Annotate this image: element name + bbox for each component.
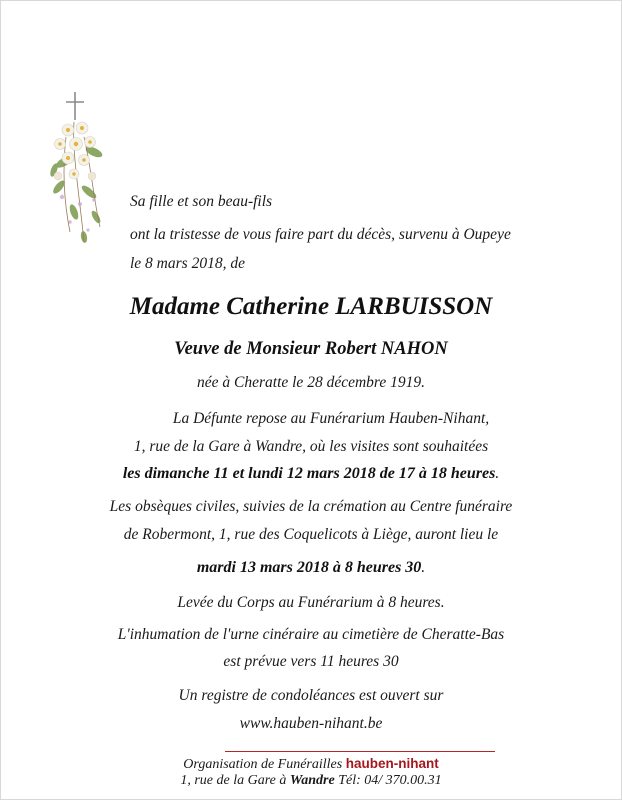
footer-org	[0, 756, 622, 773]
intro-line-3: le 8 mars 2018, de	[130, 255, 245, 272]
birth-info: née à Cheratte le 28 décembre 1919.	[197, 374, 425, 391]
footer-address	[0, 773, 622, 789]
footer-addr-city: Wandre	[289, 773, 335, 788]
inhumation-line-1: L'inhumation de l'urne cinéraire au cimetière de Cheratte-Bas	[117, 626, 505, 643]
cross-icon	[66, 92, 84, 120]
deceased-name: Madame Catherine LARBUISSON	[129, 293, 493, 320]
footer-phone: Tél: 04/ 370.00.31	[338, 773, 442, 788]
ceremony-line-1: Les obsèques civiles, suivies de la crémation au Centre funéraire	[109, 498, 513, 515]
inhumation-line-2: est prévue vers 11 heures 30	[223, 653, 399, 670]
flower-bouquet-icon	[44, 92, 124, 252]
footer-org-prefix: Organisation de Funérailles	[183, 757, 343, 772]
ceremony-date-bold: mardi 13 mars 2018 à 8 heures 30	[196, 559, 422, 576]
ceremony-line-2: de Robermont, 1, rue des Coquelicots à Liège, auront lieu le	[123, 526, 499, 543]
condolences-line: Un registre de condoléances est ouvert sur	[178, 687, 444, 704]
ceremony-date	[0, 559, 622, 577]
visitation-line-2: 1, rue de la Gare à Wandre, où les visites sont souhaitées	[133, 438, 489, 455]
intro-line-1: Sa fille et son beau-fils	[130, 193, 273, 210]
widow-of: Veuve de Monsieur Robert NAHON	[174, 339, 448, 359]
ceremony-date-end: .	[421, 559, 426, 576]
visitation-dates-end: .	[495, 465, 500, 482]
brand-logo: hauben-nihant	[345, 756, 439, 771]
footer-divider	[225, 751, 495, 752]
visitation-line-1: La Défunte repose au Funérarium Hauben-Nihant,	[172, 410, 490, 427]
intro-line-2: ont la tristesse de vous faire part du décès, survenu à Oupeye	[130, 226, 511, 243]
visitation-dates-bold: les dimanche 11 et lundi 12 mars 2018 de 17 à 18 heures	[122, 465, 496, 482]
levee-du-corps: Levée du Corps au Funérarium à 8 heures.	[177, 594, 445, 611]
condolences-url[interactable]: www.hauben-nihant.be	[239, 715, 383, 732]
visitation-dates	[0, 465, 622, 483]
footer-addr-prefix: 1, rue de la Gare à	[180, 773, 287, 788]
